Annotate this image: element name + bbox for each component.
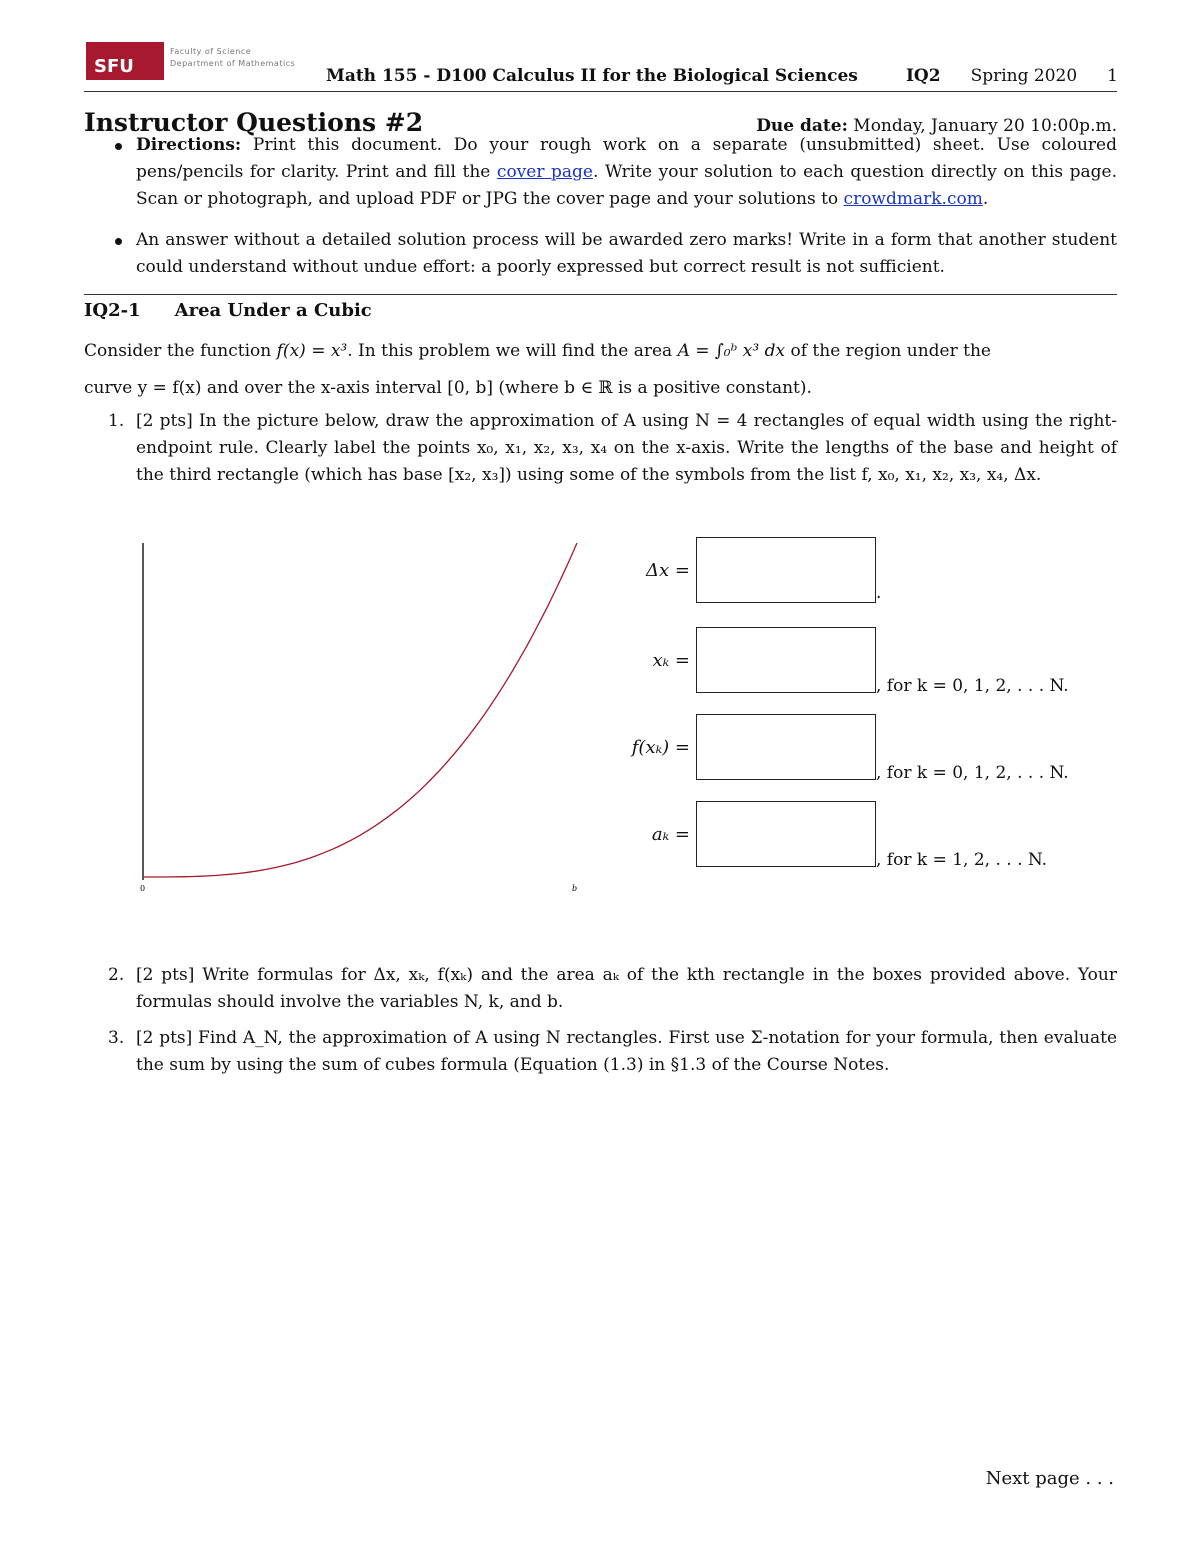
page-number: 1 (1107, 66, 1118, 86)
course-title: Math 155 - D100 Calculus II for the Biological Sciences (326, 66, 858, 86)
page-title: Instructor Questions #2 (84, 108, 424, 137)
directions-text-2: . Write your solution to each question directly on this page. Scan or photograph, and upload PDF or JPG the cover page and your solutions to (136, 162, 1117, 209)
answer-box-ak[interactable] (696, 801, 876, 867)
box-suffix-fxk: , for k = 0, 1, 2, . . . N. (876, 763, 1069, 783)
intro-text-a: Consider the function (84, 341, 277, 361)
answer-box-fxk[interactable] (696, 714, 876, 780)
directions-text-1: Print this document. Do your rough work on a separate (unsubmitted) sheet. Use coloured pens/pencils for clarity. Print and fill the (136, 135, 1117, 182)
x-end-label: b (572, 884, 578, 893)
box-suffix-ak: , for k = 1, 2, . . . N. (876, 850, 1048, 870)
question-3-text: [2 pts] Find A_N, the approximation of A using N rectangles. First use Σ-notation for your formula, then evaluate the sum by using the sum of cubes formula (Equation (1.3) in §1.3 of the Course Notes. (136, 1028, 1117, 1075)
due-value: Monday, January 20 10:00p.m. (853, 116, 1117, 136)
cubic-curve (143, 543, 577, 877)
logo-text: SFU (94, 56, 134, 77)
question-1 (108, 408, 1117, 489)
directions-bullet (112, 132, 1117, 213)
box-suffix-dx: . (876, 583, 882, 603)
term: Spring 2020 (970, 66, 1078, 86)
question-3-number: 3. (108, 1028, 125, 1048)
x-start-label: 0 (140, 884, 146, 893)
question-2-number: 2. (108, 965, 125, 985)
section-title: Area Under a Cubic (174, 300, 372, 321)
section-number: IQ2-1 (84, 300, 141, 321)
answer-box-dx[interactable] (696, 537, 876, 603)
intro-text-b: . In this problem we will find the area (347, 341, 678, 361)
question-1-number: 1. (108, 411, 125, 431)
directions-list (112, 132, 1117, 281)
due-label: Due date: (756, 116, 848, 136)
directions-text-3: . (982, 189, 989, 209)
answer-box-xk[interactable] (696, 627, 876, 693)
warning-bullet (112, 227, 1117, 281)
directions-label: Directions: (136, 135, 242, 155)
question-2-item (108, 962, 1117, 1016)
intro-text-c: of the region under the (785, 341, 991, 361)
answer-box-ak-row (570, 798, 1047, 870)
cover-page-link[interactable]: cover page (496, 162, 593, 182)
crowdmark-link[interactable]: crowdmark.com (843, 189, 983, 209)
logo-subtitle-faculty: Faculty of Science (170, 47, 252, 56)
answer-box-fxk-row (570, 711, 1069, 783)
box-label-fxk: f(xₖ) = (631, 736, 690, 758)
box-label-ak: aₖ = (651, 823, 690, 845)
question-3-item (108, 1025, 1117, 1079)
question-3 (108, 1025, 1117, 1079)
intro-paragraph (84, 338, 1117, 402)
assignment-code: IQ2 (905, 66, 941, 86)
intro-line-1 (84, 338, 1117, 365)
running-header (326, 66, 1118, 86)
intro-math-integral: A = ∫₀ᵇ x³ dx (677, 341, 786, 361)
next-page-footer: Next page . . . (985, 1468, 1114, 1489)
intro-math-f: f(x) = x³ (276, 341, 348, 361)
sfu-logo (86, 42, 164, 80)
answer-box-xk-row (570, 624, 1069, 696)
question-2 (108, 962, 1117, 1016)
answer-box-dx-row (570, 537, 881, 603)
logo-subtitle-department: Department of Mathematics (170, 59, 296, 68)
section-rule (84, 294, 1117, 295)
question-2-text: [2 pts] Write formulas for Δx, xₖ, f(xₖ) and the area aₖ of the kth rectangle in the boxes provided above. Your formulas should involve the variables N, k, and b. (136, 965, 1117, 1012)
box-label-dx: Δx = (646, 559, 690, 581)
warning-text: An answer without a detailed solution process will be awarded zero marks! Write in a form that another student could understand without undue effort: a poorly expressed but correct result is not sufficient. (136, 230, 1117, 277)
intro-line-2: curve y = f(x) and over the x-axis interval [0, b] (where b ∈ ℝ is a positive constant). (84, 378, 812, 398)
header-rule (84, 91, 1117, 92)
question-1-text: [2 pts] In the picture below, draw the approximation of A using N = 4 rectangles of equal width using the right-endpoint rule. Clearly label the points x₀, x₁, x₂, x₃, x₄ on the x-axis. Write the lengths of the base and height of the third rectangle (which has base [x₂, x₃]) using some of the symbols from the list f, x₀, x₁, x₂, x₃, x₄, Δx. (136, 411, 1117, 485)
box-label-xk: xₖ = (652, 649, 690, 671)
cubic-plot (130, 535, 600, 905)
box-suffix-xk: , for k = 0, 1, 2, . . . N. (876, 676, 1069, 696)
question-1-item (108, 408, 1117, 489)
section-heading (84, 300, 372, 321)
logo-subtitle (170, 46, 295, 70)
